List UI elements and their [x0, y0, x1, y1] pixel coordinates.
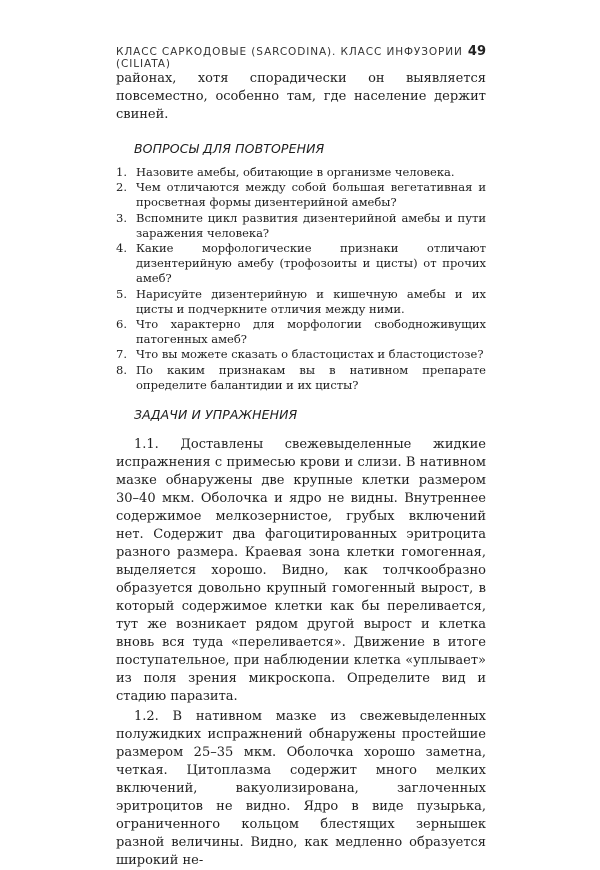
question-item — [116, 211, 486, 241]
page-number: 49 — [467, 44, 486, 59]
question-text: Какие морфологические признаки отличают дизентерийную амебу (трофозоиты и цисты) от прочих амеб? — [136, 241, 486, 286]
question-item — [116, 363, 486, 393]
question-text: Чем отличаются между собой большая вегетативная и просветная формы дизентерийной амебы? — [136, 180, 486, 210]
question-item — [116, 347, 486, 362]
task-paragraph-1-2: 1.2. В нативном мазке из свежевыделенных полужидких испражнений обнаружены простейшие размером 25–35 мкм. Оболочка хорошо заметна, четкая. Цитоплазма содержит много мелких включений, вакуолизирована, заглоченных эритроцитов не видно. Ядро в виде пузырька, ограниченного кольцом блестящих зернышек разной величины. Видно, как медленно образуется широкий не- — [116, 709, 486, 869]
question-number: 1. — [116, 165, 127, 179]
question-text: Вспомните цикл развития дизентерийной амебы и пути заражения человека? — [136, 210, 486, 240]
page-body — [116, 70, 486, 870]
questions-heading: ВОПРОСЫ ДЛЯ ПОВТОРЕНИЯ — [134, 141, 325, 156]
question-number: 4. — [116, 241, 127, 256]
question-number: 5. — [116, 286, 127, 301]
intro-paragraph: районах, хотя спорадически он выявляется повсеместно, особенно там, где население держит свиней. — [116, 71, 486, 122]
question-number: 3. — [116, 210, 127, 225]
question-text: Нарисуйте дизентерийную и кишечную амебы и их цисты и подчеркните отличия между ними. — [136, 286, 486, 316]
question-item — [116, 287, 486, 317]
running-head-title: КЛАСС САРКОДОВЫЕ (SARCODINA). КЛАСС ИНФУЗОРИИ (CILIATA) — [116, 46, 463, 70]
question-number: 7. — [116, 347, 127, 362]
question-item — [116, 165, 486, 180]
question-number: 8. — [116, 362, 127, 377]
question-number: 6. — [116, 317, 127, 332]
question-text: Что вы можете сказать о бластоцистах и бластоцистозе? — [136, 347, 484, 362]
question-item — [116, 317, 486, 347]
tasks-section — [116, 436, 486, 870]
question-item — [116, 180, 486, 210]
question-number: 2. — [116, 180, 127, 195]
question-text: Назовите амебы, обитающие в организме человека. — [136, 165, 455, 179]
running-header — [116, 44, 486, 70]
question-text: По каким признакам вы в нативном препарате определите балантидии и их цисты? — [136, 362, 486, 392]
question-text: Что характерно для морфологии свободноживущих патогенных амеб? — [136, 317, 486, 347]
tasks-heading: ЗАДАЧИ И УПРАЖНЕНИЯ — [134, 407, 298, 423]
questions-list — [116, 165, 486, 393]
question-item — [116, 241, 486, 287]
task-paragraph-1-1: 1.1. Доставлены свежевыделенные жидкие испражнения с примесью крови и слизи. В нативном мазке обнаружены две крупные клетки размером 30–40 мкм. Оболочка и ядро не видны. Внутреннее содержимое мелкозернистое, грубых включений нет. Содержит два фагоцитированных эритроцита разного размера. Краевая зона клетки гомогенная, выделяется хорошо. Видно, как толчкообразно образуется довольно крупный гомогенный вырост, в который содержимое клетки как бы переливается, тут же возникает рядом другой вырост и клетка вновь вся туда «переливается». Движение в итоге поступательное, при наблюдении клетка «уплывает» из поля зрения микроскопа. Определите вид и стадию паразита. — [116, 437, 486, 705]
